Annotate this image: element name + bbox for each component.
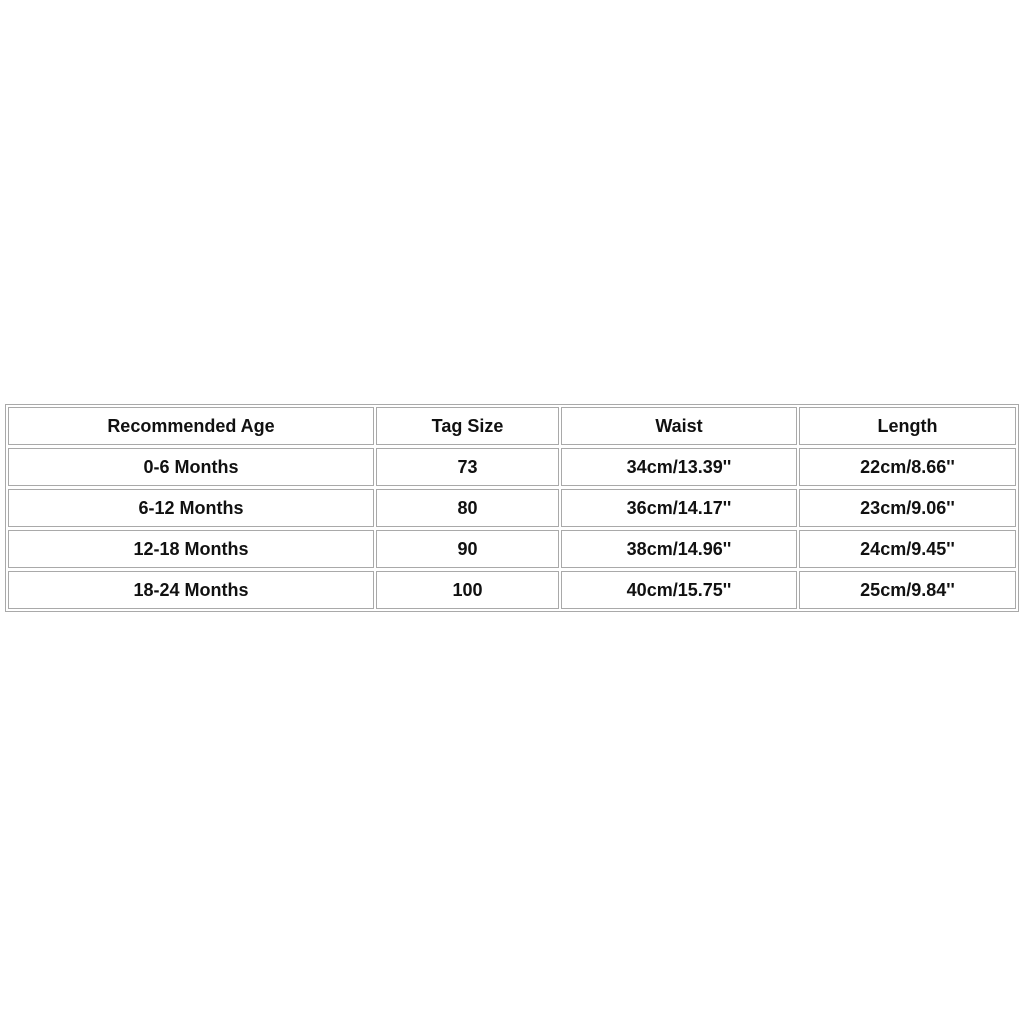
header-cell-recommended-age: Recommended Age (8, 407, 374, 445)
cell-length: 24cm/9.45'' (799, 530, 1016, 568)
cell-waist: 36cm/14.17'' (561, 489, 797, 527)
cell-tag-size: 100 (376, 571, 559, 609)
header-cell-length: Length (799, 407, 1016, 445)
size-table-grid (8, 407, 1016, 609)
cell-age: 12-18 Months (8, 530, 374, 568)
table-row (8, 530, 1016, 568)
header-cell-waist: Waist (561, 407, 797, 445)
cell-length: 23cm/9.06'' (799, 489, 1016, 527)
cell-tag-size: 80 (376, 489, 559, 527)
cell-waist: 40cm/15.75'' (561, 571, 797, 609)
table-row (8, 448, 1016, 486)
header-cell-tag-size: Tag Size (376, 407, 559, 445)
cell-tag-size: 90 (376, 530, 559, 568)
cell-waist: 34cm/13.39'' (561, 448, 797, 486)
table-header-row (8, 407, 1016, 445)
cell-tag-size: 73 (376, 448, 559, 486)
cell-length: 25cm/9.84'' (799, 571, 1016, 609)
table-row (8, 571, 1016, 609)
cell-age: 0-6 Months (8, 448, 374, 486)
cell-waist: 38cm/14.96'' (561, 530, 797, 568)
cell-length: 22cm/8.66'' (799, 448, 1016, 486)
size-chart-table (5, 404, 1019, 612)
table-row (8, 489, 1016, 527)
cell-age: 18-24 Months (8, 571, 374, 609)
cell-age: 6-12 Months (8, 489, 374, 527)
